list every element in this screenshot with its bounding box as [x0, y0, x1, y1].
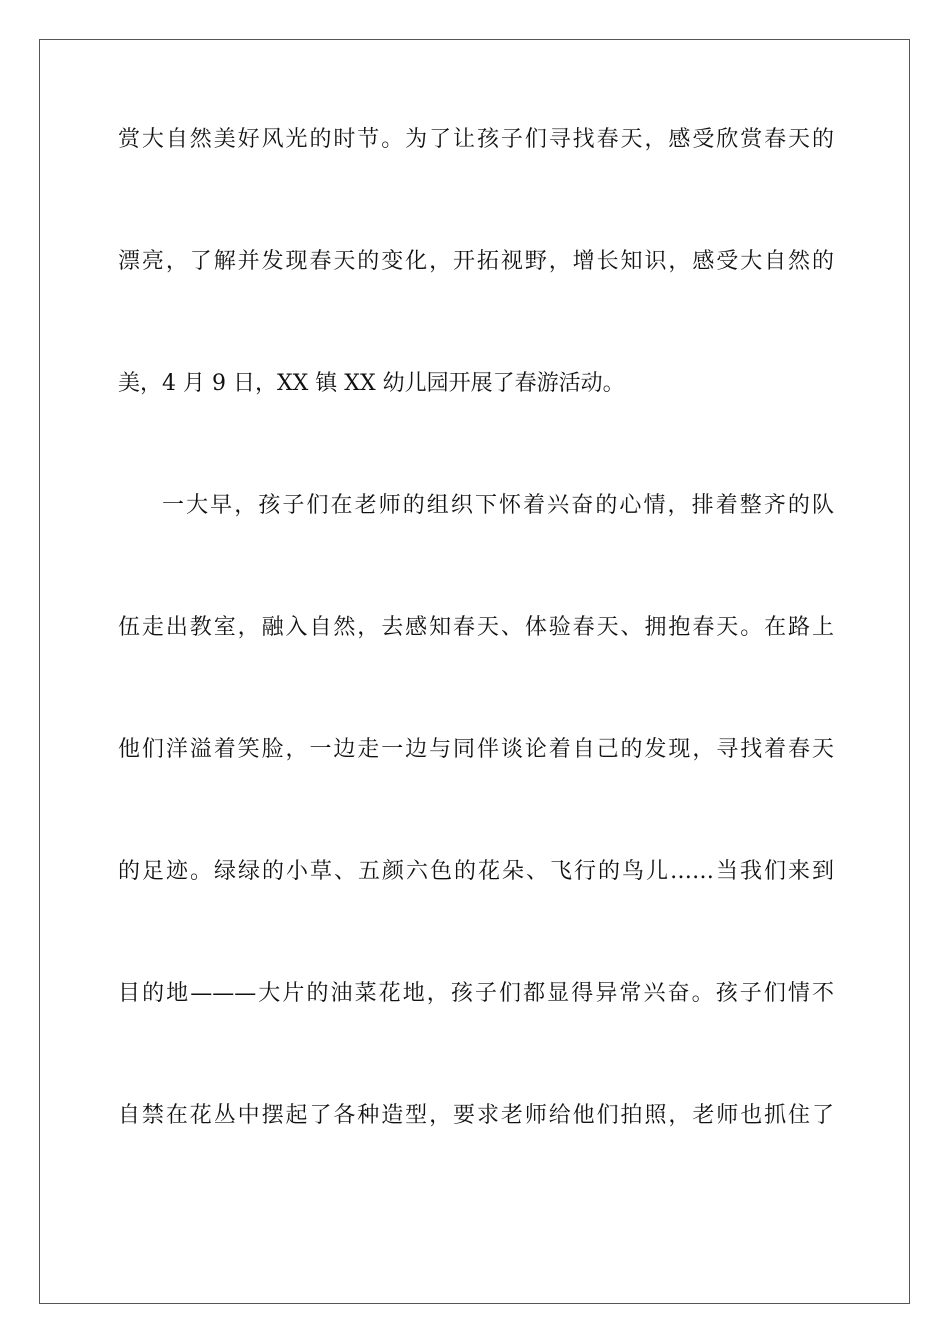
text-line: 一大早，孩子们在老师的组织下怀着兴奋的心情，排着整齐的队 [162, 493, 834, 518]
text-line: 伍走出教室，融入自然，去感知春天、体验春天、拥抱春天。在路上 [118, 615, 834, 640]
paragraph-2-line-6 [118, 1102, 834, 1224]
paragraph-1-line-2 [118, 248, 834, 370]
text-line: 漂亮，了解并发现春天的变化，开拓视野，增长知识，感受大自然的 [118, 249, 834, 274]
paragraph-2-line-3 [118, 736, 834, 858]
text-line: 自禁在花丛中摆起了各种造型，要求老师给他们拍照，老师也抓住了 [118, 1103, 834, 1128]
paragraph-2-line-1 [118, 492, 834, 614]
paragraph-2-line-5 [118, 980, 834, 1102]
text-line: 赏大自然美好风光的时节。为了让孩子们寻找春天，感受欣赏春天的 [118, 127, 834, 152]
text-line: 目的地———大片的油菜花地，孩子们都显得异常兴奋。孩子们情不 [118, 981, 834, 1006]
paragraph-1-line-3 [118, 370, 834, 492]
text-line: 美，4 月 9 日，XX 镇 XX 幼儿园开展了春游活动。 [118, 371, 625, 396]
paragraph-2-line-4 [118, 858, 834, 980]
paragraph-2-line-2 [118, 614, 834, 736]
document-body [118, 126, 834, 1224]
text-line: 他们洋溢着笑脸，一边走一边与同伴谈论着自己的发现，寻找着春天 [118, 737, 834, 762]
paragraph-1-line-1 [118, 126, 834, 248]
text-line: 的足迹。绿绿的小草、五颜六色的花朵、飞行的鸟儿……当我们来到 [118, 859, 834, 884]
